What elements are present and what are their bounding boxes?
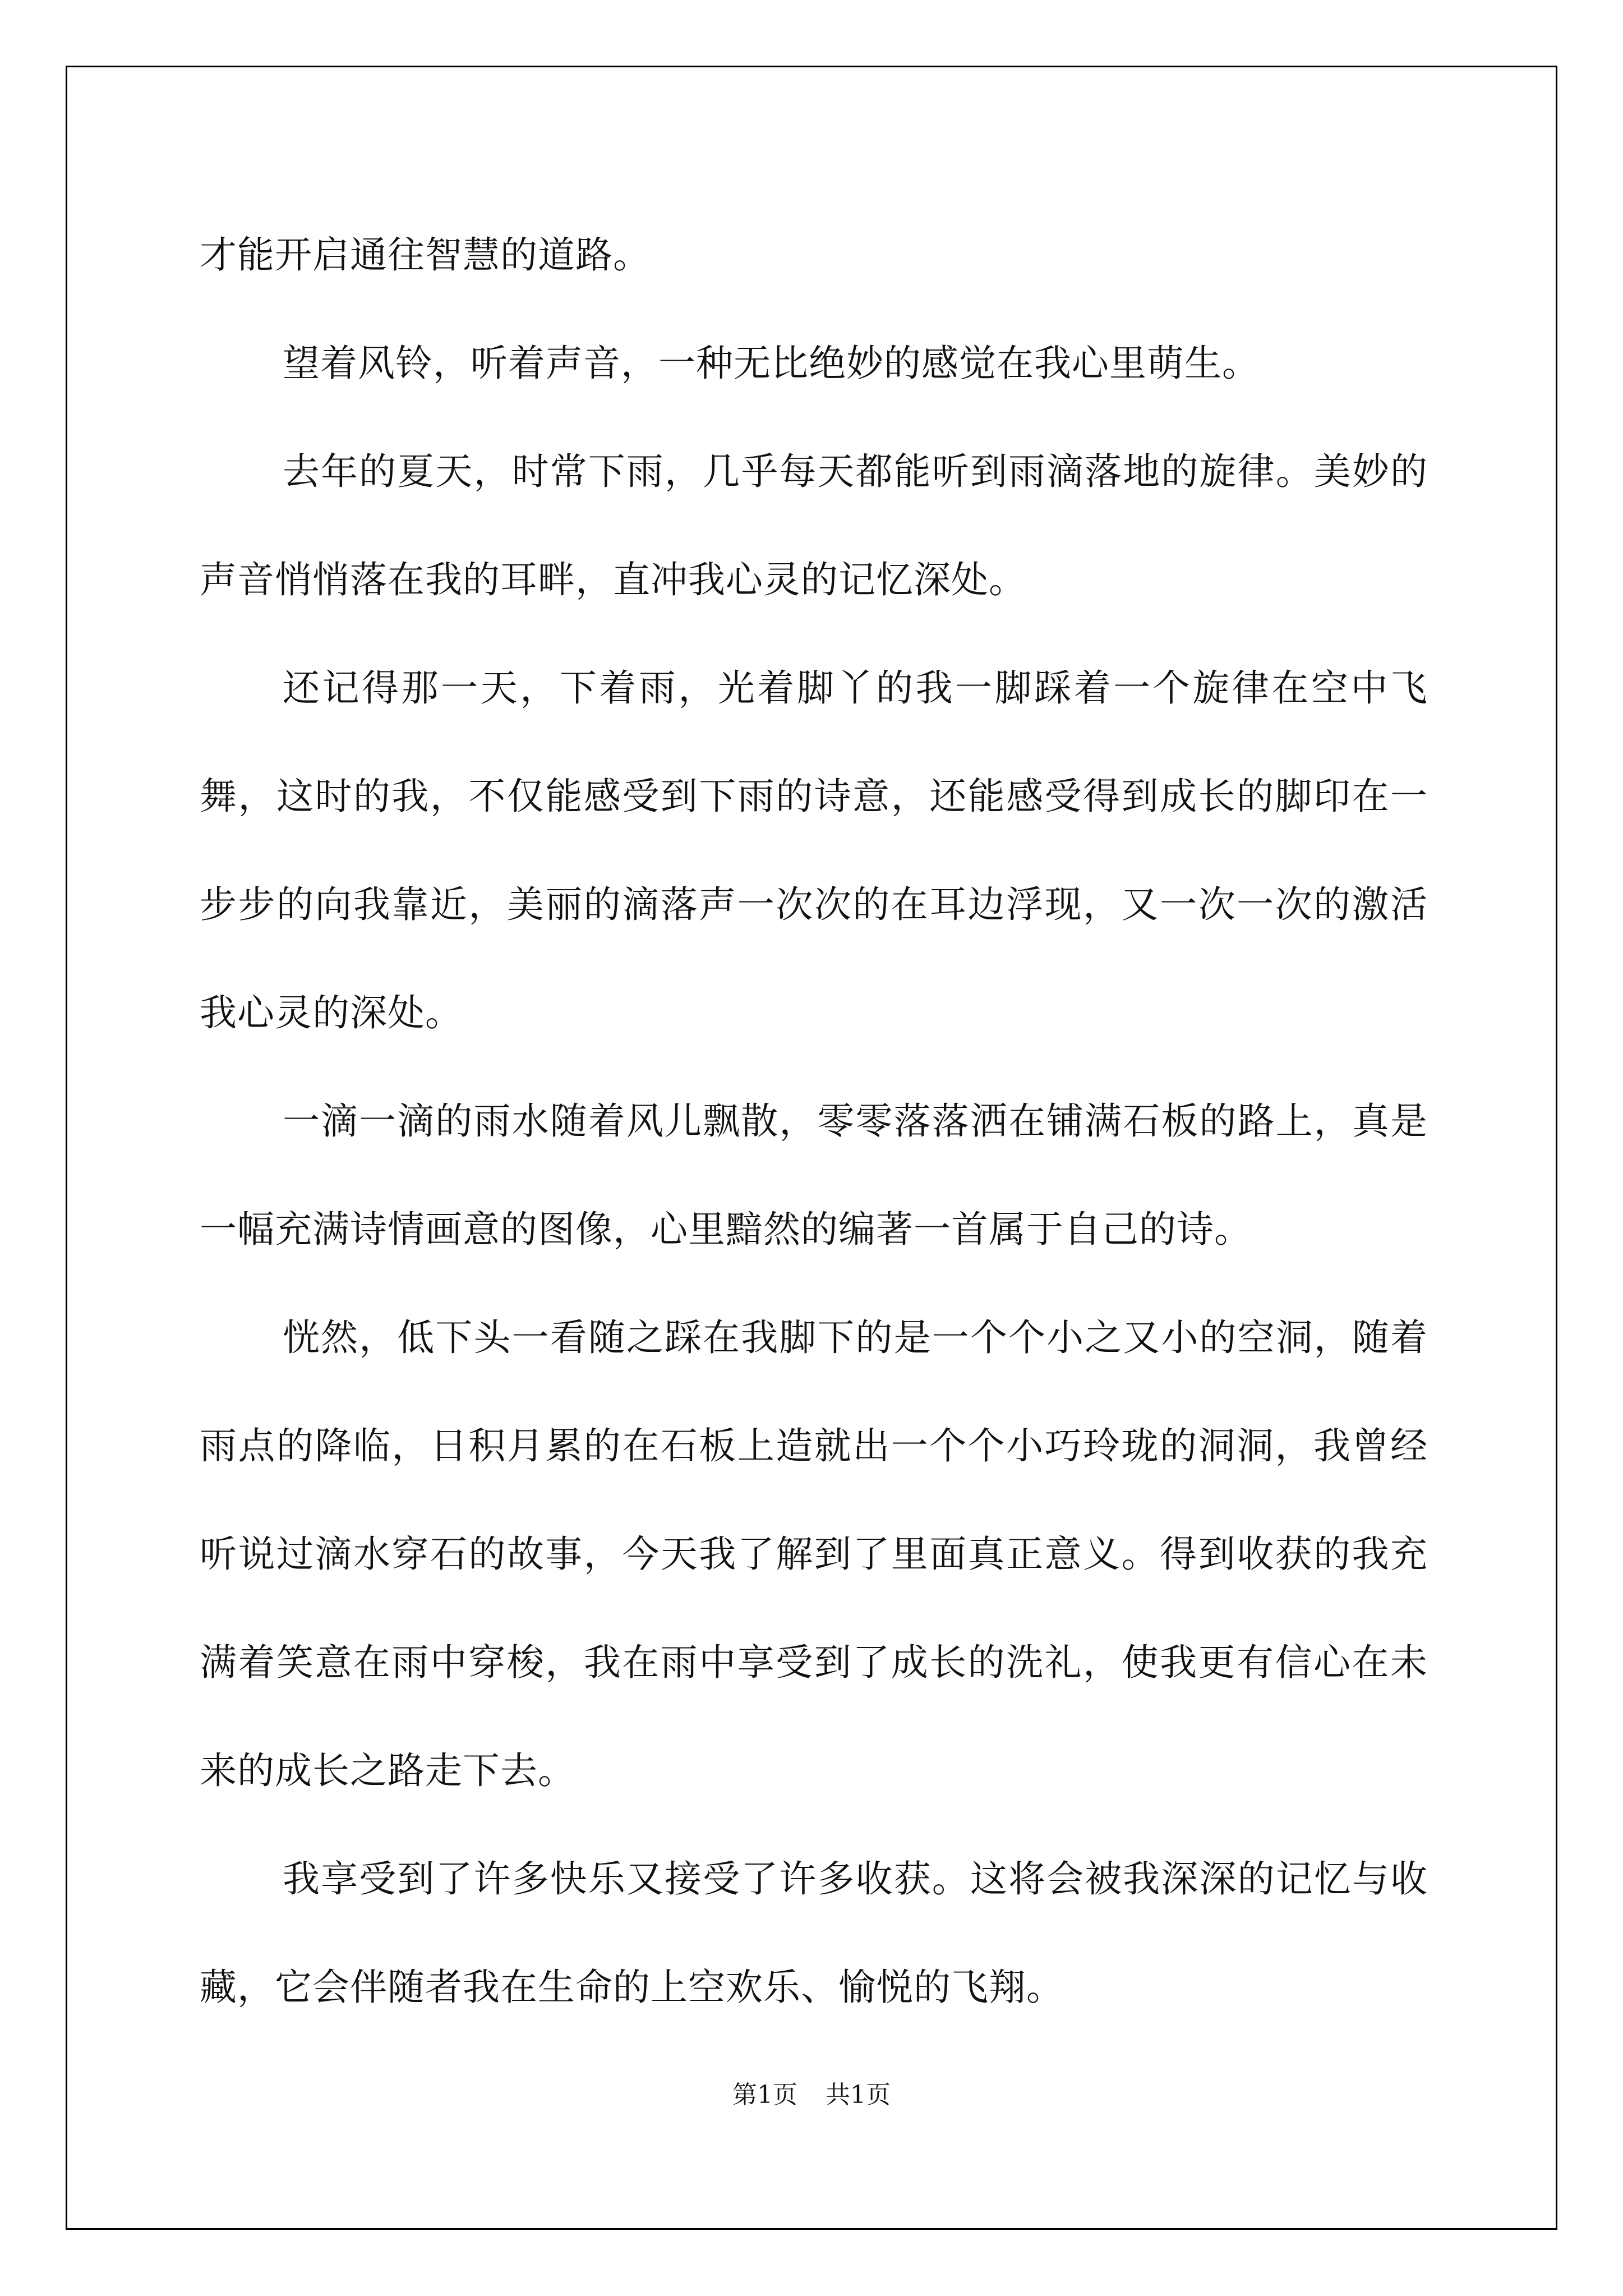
paragraph-5: 一滴一滴的雨水随着风儿飘散，零零落落洒在铺满石板的路上，真是一幅充满诗情画意的图像，心里黯然的编著一首属于自己的诗。 (200, 1099, 1428, 1251)
paragraph-2: 望着风铃，听着声音，一种无比绝妙的感觉在我心里萌生。 (283, 342, 1260, 385)
paragraph-4: 还记得那一天，下着雨，光着脚丫的我一脚踩着一个旋律在空中飞舞，这时的我，不仅能感受到下雨的诗意，还能感受得到成长的脚印在一步步的向我靠近，美丽的滴落声一次次的在耳边浮现，又一次一次的激活我心灵的深处。 (200, 666, 1428, 1034)
paragraph-1: 才能开启通往智慧的道路。 (200, 233, 651, 277)
document-body (200, 201, 1428, 2041)
paragraph-7: 我享受到了许多快乐又接受了许多收获。这将会被我深深的记忆与收藏，它会伴随者我在生命的上空欢乐、愉悦的飞翔。 (200, 1857, 1428, 2009)
paragraph-3: 去年的夏天，时常下雨，几乎每天都能听到雨滴落地的旋律。美妙的声音悄悄落在我的耳畔，直冲我心灵的记忆深处。 (200, 450, 1428, 601)
page-number: 第1页 (732, 2081, 797, 2109)
page-total: 共1页 (826, 2081, 891, 2109)
page-footer (0, 2078, 1623, 2112)
paragraph-6: 恍然，低下头一看随之踩在我脚下的是一个个小之又小的空洞，随着雨点的降临，日积月累的在石板上造就出一个个小巧玲珑的洞洞，我曾经听说过滴水穿石的故事，今天我了解到了里面真正意义。得到收获的我充满着笑意在雨中穿梭，我在雨中享受到了成长的洗礼，使我更有信心在未来的成长之路走下去。 (200, 1316, 1428, 1792)
